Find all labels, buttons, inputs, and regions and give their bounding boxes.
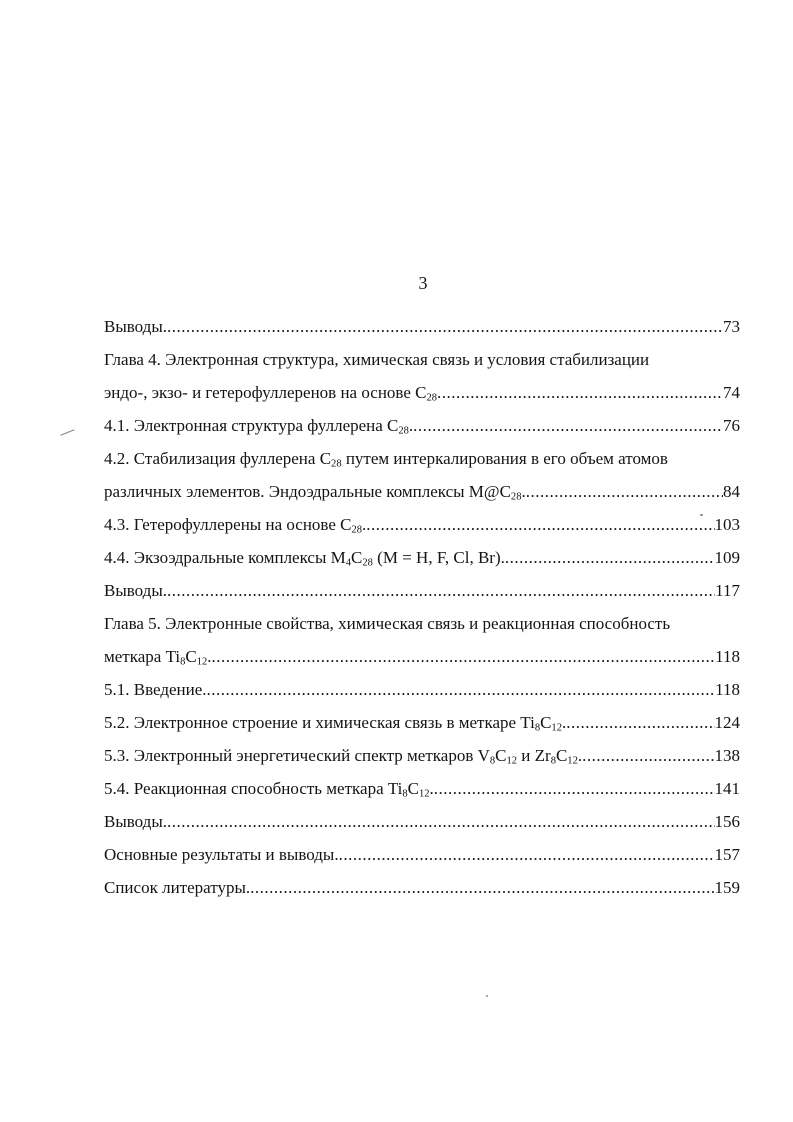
toc-page-number: 157 <box>714 845 740 864</box>
toc-page-number: 84 <box>723 482 740 501</box>
toc-page-number: 117 <box>715 581 740 600</box>
toc-entry-4-4: 4.4. Экзоэдральные комплексы $M_4C_{28}$ (M = H, F, Cl, Br). ..... 109 <box>104 541 740 574</box>
toc-entry-conclusions: Выводы. ..... 117 <box>104 574 740 607</box>
toc-entry-4-1: 4.1. Электронная структура фуллерена $C_{28}$. ..... 76 <box>104 409 740 442</box>
toc-page-number: 103 <box>714 515 740 534</box>
toc-entry-5-3: 5.3. Электронный энергетический спектр меткаров $V_8C_{12}$ и $Zr_8C_{12}$. ..... 138 <box>104 739 740 772</box>
toc-entry-references: Список литературы. ..... 159 <box>104 871 740 904</box>
toc-page-number: 118 <box>715 647 740 666</box>
toc-page-number: 138 <box>714 746 740 765</box>
toc-chapter-4-title: Глава 4. Электронная структура, химическая связь и условия стабилизации <box>104 350 650 369</box>
scan-artifact-line <box>60 429 74 436</box>
toc-page-number: 109 <box>714 548 740 567</box>
toc-chapter-4-title-cont: эндо-, экзо- и гетерофуллеренов на основе $C_{28}$ ..... 74 <box>104 376 740 409</box>
toc-entry-5-4: 5.4. Реакционная способность меткара $Ti_8C_{12}$. ..... 141 <box>104 772 740 805</box>
scan-speck <box>486 995 488 997</box>
toc-page-number: 124 <box>714 713 740 732</box>
toc-page-number: 73 <box>723 317 740 336</box>
toc-entry-conclusions: Выводы. ..... 156 <box>104 805 740 838</box>
page-number: 3 <box>418 273 428 293</box>
toc-entry-5-1: 5.1. Введение. ..... 118 <box>104 673 740 706</box>
toc-page-number: 74 <box>723 383 740 402</box>
toc-page-number: 141 <box>714 779 740 798</box>
toc-entry-conclusions: Выводы. ..... 73 <box>104 310 740 343</box>
toc-page-number: 159 <box>714 878 740 897</box>
toc-entry-5-2: 5.2. Электронное строение и химическая связь в меткаре $Ti_8C_{12}$. ..... 124 <box>104 706 740 739</box>
toc-chapter-5-title: Глава 5. Электронные свойства, химическая связь и реакционная способность <box>104 614 671 633</box>
toc-entry-main-results: Основные результаты и выводы. ..... 157 <box>104 838 740 871</box>
toc-entry-4-2-cont: различных элементов. Эндоэдральные комплексы $M@C_{28}$. ..... 84 <box>104 475 740 508</box>
table-of-contents <box>104 310 740 904</box>
toc-chapter-5-title-cont: меткара $Ti_8C_{12}$. ..... 118 <box>104 640 740 673</box>
toc-page-number: 118 <box>715 680 740 699</box>
toc-entry-4-2: 4.2. Стабилизация фуллерена $C_{28}$ путем интеркалирования в его объем атомов <box>104 449 668 470</box>
toc-entry-4-3: 4.3. Гетерофуллерены на основе $C_{28}$. ..... 103 <box>104 508 740 541</box>
toc-page-number: 156 <box>714 812 740 831</box>
toc-page-number: 76 <box>723 416 740 435</box>
